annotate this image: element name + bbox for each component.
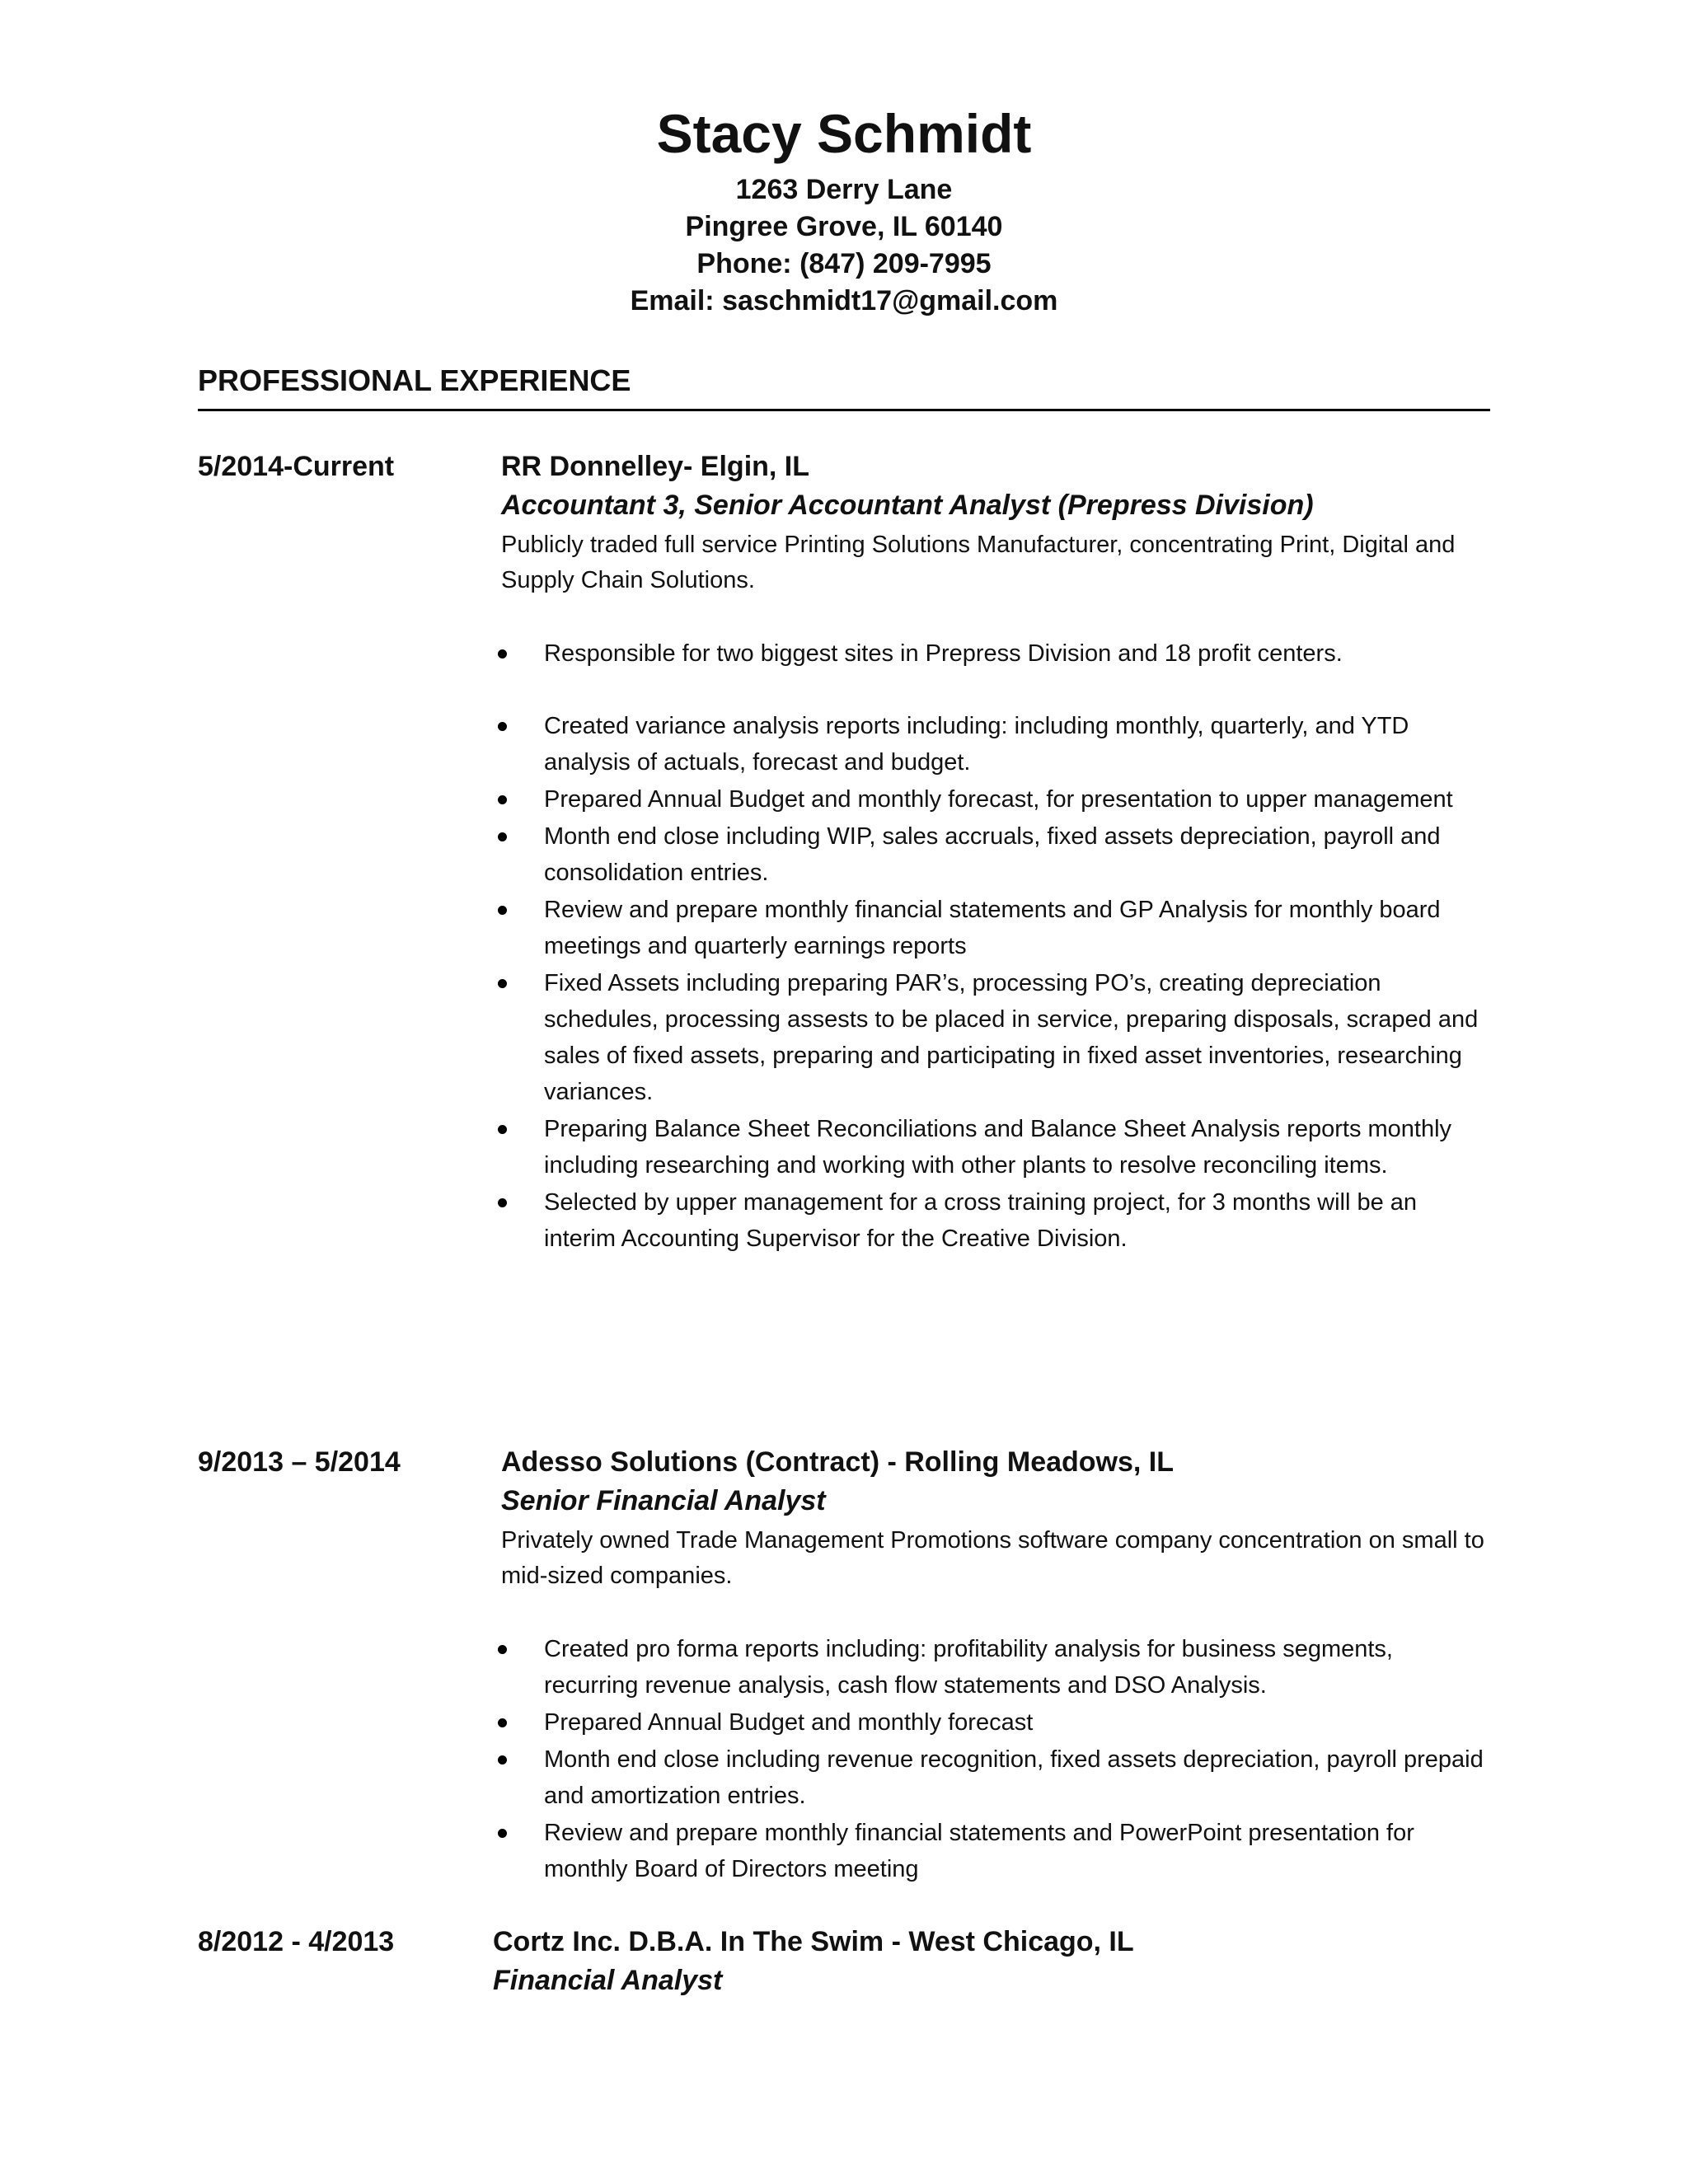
bullet-icon (498, 795, 507, 804)
job-details (501, 448, 1490, 1258)
bullet-item: Created variance analysis reports including: including monthly, quarterly, and YTD analysis of actuals, forecast and budget. (501, 708, 1490, 780)
address-line-1: 1263 Derry Lane (735, 174, 953, 205)
bullet-item: Prepared Annual Budget and monthly forecast (501, 1704, 1490, 1741)
job-description: Privately owned Trade Management Promotions software company concentration on small to mid-sized companies. (501, 1527, 1484, 1589)
candidate-name: Stacy Schmidt (656, 103, 1032, 164)
job-company: RR Donnelley- Elgin, IL (501, 451, 810, 482)
bullet-icon (498, 906, 507, 915)
job-title: Senior Financial Analyst (501, 1485, 826, 1516)
bullet-item: Fixed Assets including preparing PAR’s, processing PO’s, creating depreciation schedules, processing assests to be placed in service, preparing disposals, scraped and sales of fixed assets, preparing and participating in fixed asset inventories, researching variances. (501, 965, 1490, 1110)
bullet-item: Month end close including revenue recognition, fixed assets depreciation, payroll prepaid and amortization entries. (501, 1741, 1490, 1814)
job-description: Publicly traded full service Printing Solutions Manufacturer, concentrating Print, Digital and Supply Chain Solutions. (501, 532, 1456, 593)
bullet-item: Created pro forma reports including: profitability analysis for business segments, recurring revenue analysis, cash flow statements and DSO Analysis. (501, 1631, 1490, 1704)
job-bullets (501, 635, 1490, 1257)
bullet-item: Prepared Annual Budget and monthly forecast, for presentation to upper management (501, 781, 1490, 818)
bullet-item: Responsible for two biggest sites in Prepress Division and 18 profit centers. (501, 635, 1490, 672)
bullet-icon (498, 1718, 507, 1727)
contact-block (0, 171, 1688, 320)
bullet-item: Preparing Balance Sheet Reconciliations and Balance Sheet Analysis reports monthly including researching and working with other plants to resolve reconciling items. (501, 1111, 1490, 1183)
bullet-icon (498, 722, 507, 731)
bullet-icon (498, 1645, 507, 1654)
job-title: Financial Analyst (493, 1965, 723, 1996)
bullet-item: Selected by upper management for a cross training project, for 3 months will be an interim Accounting Supervisor for the Creative Division. (501, 1184, 1490, 1257)
bullet-icon (498, 832, 507, 841)
email: Email: saschmidt17@gmail.com (630, 285, 1058, 316)
job-details (501, 1444, 1490, 1888)
address-line-2: Pingree Grove, IL 60140 (685, 211, 1003, 242)
job-date: 8/2012 - 4/2013 (198, 1926, 395, 1957)
bullet-icon (498, 1125, 507, 1134)
bullet-icon (498, 1829, 507, 1838)
job-company: Cortz Inc. D.B.A. In The Swim - West Chicago, IL (493, 1926, 1134, 1957)
section-divider (198, 409, 1490, 411)
bullet-item: Review and prepare monthly financial statements and GP Analysis for monthly board meetings and quarterly earnings reports (501, 892, 1490, 964)
section-heading-experience: PROFESSIONAL EXPERIENCE (198, 363, 631, 397)
bullet-icon (498, 1198, 507, 1207)
bullet-item: Month end close including WIP, sales accruals, fixed assets depreciation, payroll and consolidation entries. (501, 818, 1490, 891)
job-title: Accountant 3, Senior Accountant Analyst (Prepress Division) (501, 490, 1314, 521)
job-bullets (501, 1631, 1490, 1887)
job-company: Adesso Solutions (Contract) - Rolling Meadows, IL (501, 1446, 1175, 1478)
job-date: 9/2013 – 5/2014 (198, 1446, 401, 1478)
bullet-icon (498, 649, 507, 658)
phone: Phone: (847) 209-7995 (696, 248, 992, 279)
bullet-item: Review and prepare monthly financial statements and PowerPoint presentation for monthly Board of Directors meeting (501, 1815, 1490, 1887)
bullet-icon (498, 1755, 507, 1765)
bullet-icon (498, 979, 507, 988)
job-date: 5/2014-Current (198, 451, 395, 482)
job-details (493, 1924, 1482, 2001)
